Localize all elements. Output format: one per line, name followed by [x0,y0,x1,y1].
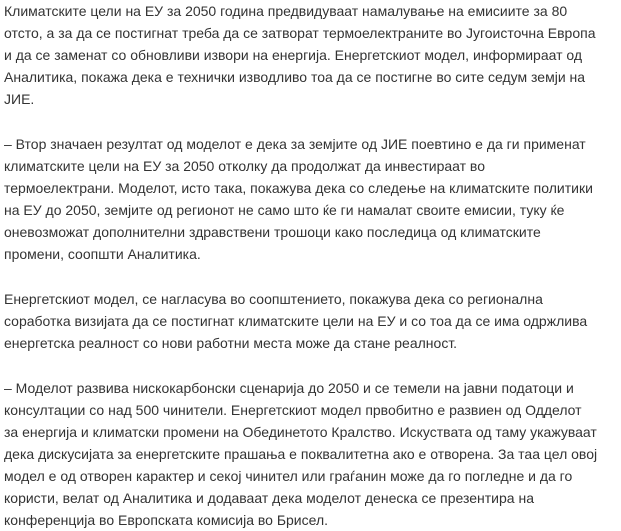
paragraph-line: консултации со над 500 чинители. Енергетскиот модел првобитно е развиен од Одделот [4,402,582,418]
paragraph-line: модел е од отворен карактер и секој чинител или граѓанин може да го погледне и да го [4,468,573,484]
paragraph-line: на ЕУ до 2050, земјите од регионот не само што ќе ги намалат своите емисии, туку ќе [4,202,565,218]
paragraph-line: оневозможат дополнителни здравствени трошоци како последица од климатските [4,224,541,240]
paragraph-line: за енергија и климатски промени на Обединетото Кралство. Искуствата од таму укажуваат [4,424,597,440]
paragraph-line: отсто, а за да се постигнат треба да се затворат термоелектраните во Југоисточна Европа [4,25,596,41]
paragraph-line: Климатските цели на ЕУ за 2050 година предвидуваат намалување на емисиите за 80 [4,3,568,19]
paragraph-line: климатските цели на ЕУ за 2050 отколку да продолжат да инвестираат во [4,158,485,174]
article-paragraph [4,377,615,531]
paragraph-line: Аналитика, покажа дека е технички изводливо тоа да се постигне во сите седум земји на [4,69,586,85]
paragraph-line: дека дискусијата за енергетските прашања е поквалитетна ако е отворена. За таа цел овој [4,446,598,462]
paragraph-line: – Втор значаен резултат од моделот е дека за земјите од ЈИЕ поевтино е да ги применат [4,136,586,152]
paragraph-line: и да се заменат со обновливи извори на енергија. Енергетскиот модел, информираат од [4,47,583,63]
paragraph-line: користи, велат од Аналитика и додаваат дека моделот денеска се презентира на [4,490,534,506]
paragraph-line: Енергетскиот модел, се нагласува во соопштението, покажува дека со регионална [4,291,543,307]
article-paragraph [4,288,615,354]
paragraph-line: термоелектрани. Моделот, исто така, покажува дека со следење на климатските политики [4,180,593,196]
paragraph-line: – Моделот развива нискокарбонски сценарија до 2050 и се темели на јавни податоци и [4,380,574,396]
paragraph-line: конференција во Европската комисија во Брисел. [4,512,329,528]
paragraph-line: енергетска реалност со нови работни места може да стане реалност. [4,335,458,351]
paragraph-line: ЈИЕ. [4,91,35,107]
article-paragraph [4,0,615,110]
paragraph-line: соработка визијата да се постигнат климатските цели на ЕУ и со тоа да се има одржлива [4,313,588,329]
article-paragraph [4,133,615,265]
paragraph-line: промени, соопшти Аналитика. [4,246,201,262]
